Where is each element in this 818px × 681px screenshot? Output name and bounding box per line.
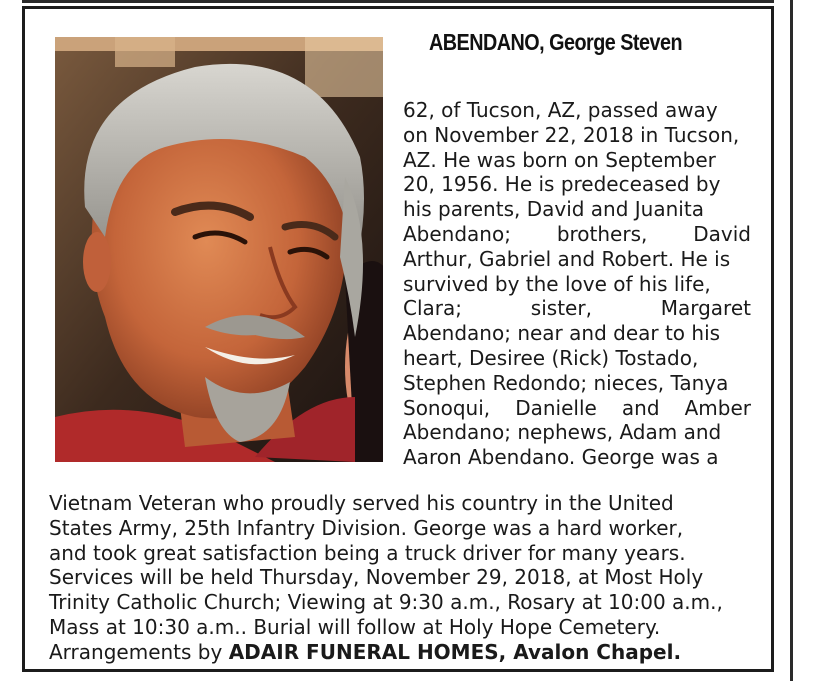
word: Sonoqui,: [403, 395, 491, 420]
portrait-photo-graphic: [55, 37, 383, 462]
obituary-text-right-column: [403, 98, 751, 470]
word: Abendano;: [403, 221, 511, 246]
text-line: States Army, 25th Infantry Division. George was a hard worker,: [49, 515, 684, 540]
text-line: Services will be held Thursday, November 29, 2018, at Most Holy: [49, 565, 704, 590]
word: Clara;: [403, 296, 462, 321]
text-line: and took great satisfaction being a truck driver for many years.: [49, 540, 686, 565]
word: sister,: [530, 296, 592, 321]
text-line: on November 22, 2018 in Tucson,: [403, 122, 740, 147]
text-line: Trinity Catholic Church; Viewing at 9:30 a.m., Rosary at 10:00 a.m.,: [49, 590, 723, 615]
obituary-text-full-width: [49, 491, 769, 665]
word: David: [693, 221, 751, 246]
text-line: Mass at 10:30 a.m.. Burial will follow at Holy Hope Cemetery.: [49, 614, 661, 639]
funeral-home-name: ADAIR FUNERAL HOMES, Avalon Chapel.: [228, 639, 682, 664]
word: brothers,: [556, 221, 648, 246]
obituary-headline: ABENDANO, George Steven: [429, 29, 683, 55]
text-line-justified: [403, 222, 751, 247]
text-line-justified: [403, 296, 751, 321]
arrangements-prefix: Arrangements by: [49, 639, 223, 664]
word: Danielle: [515, 395, 597, 420]
text-line: Stephen Redondo; nieces, Tanya: [403, 370, 729, 395]
text-line: 62, of Tucson, AZ, passed away: [403, 98, 718, 122]
text-line: survived by the love of his life,: [403, 271, 711, 296]
word: Amber: [684, 395, 751, 420]
text-line: Vietnam Veteran who proudly served his country in the United: [49, 491, 674, 515]
text-line: AZ. He was born on September: [403, 147, 716, 172]
text-line: 20, 1956. He is predeceased by: [403, 172, 721, 197]
text-line: heart, Desiree (Rick) Tostado,: [403, 345, 699, 370]
obituary-box: [22, 6, 774, 672]
text-line: Arthur, Gabriel and Robert. He is: [403, 246, 731, 271]
word: and: [621, 395, 660, 420]
column-rule: [790, 0, 793, 681]
text-line: his parents, David and Juanita: [403, 197, 704, 222]
text-line: Aaron Abendano. George was a: [403, 445, 719, 470]
top-rule: [22, 0, 774, 3]
text-line: Abendano; nephews, Adam and: [403, 420, 722, 445]
word: Margaret: [660, 296, 751, 321]
arrangements-line: [49, 640, 769, 665]
text-line-justified: [403, 396, 751, 421]
text-line: Abendano; near and dear to his: [403, 321, 721, 346]
portrait-photo: [55, 37, 383, 462]
